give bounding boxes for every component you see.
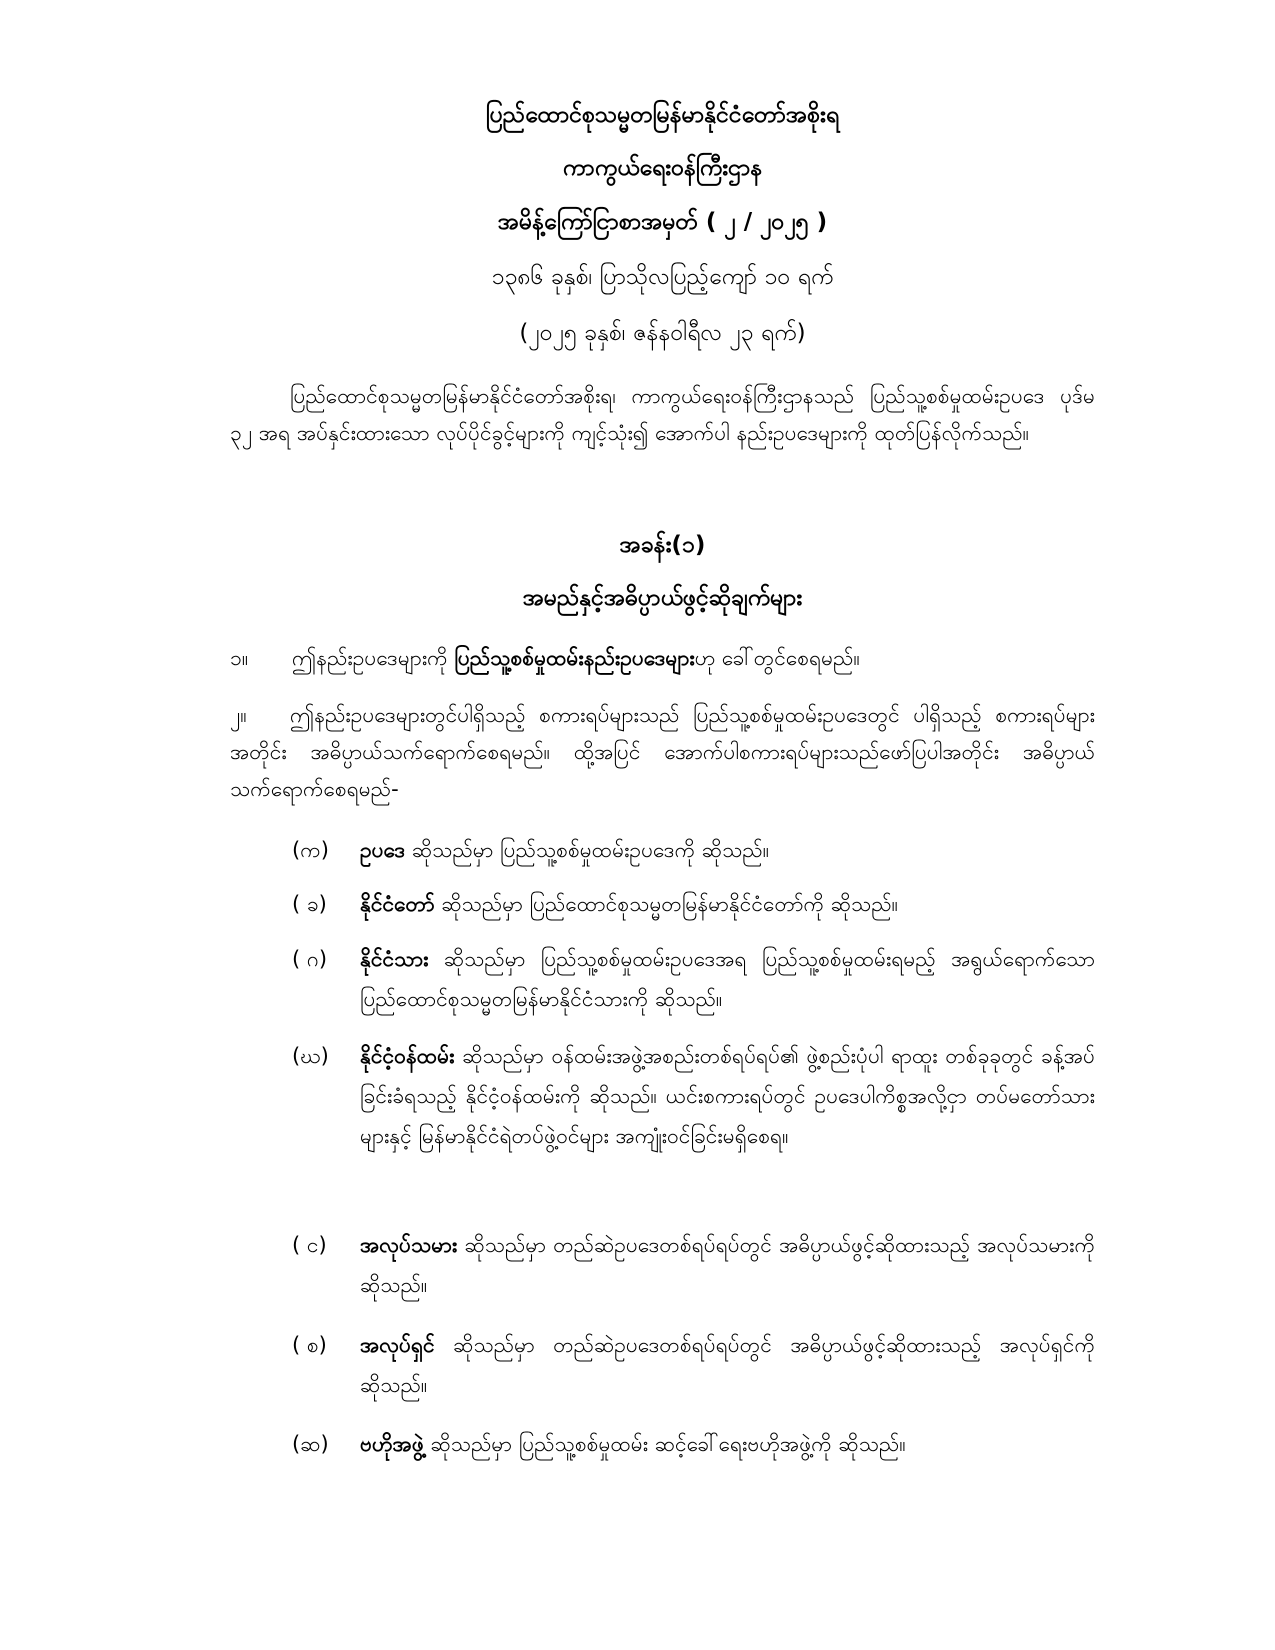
section-1-text-before: ဤနည်းဥပဒေများကို [292,646,455,670]
section-1-text [292,640,1095,677]
preamble-paragraph: ပြည်ထောင်စုသမ္မတမြန်မာနိုင်ငံတော်အစိုးရ၊ ကာကွယ်ရေးဝန်ကြီးဌာနသည် ပြည်သူ့စစ်မှုထမ်းဥပဒေ ပုဒ်မ ၃၂ အရ အပ်နှင်းထားသော လုပ်ပိုင်ခွင့်များကို ကျင့်သုံး၍ အောက်ပါ နည်းဥပဒေများကို ထုတ်ပြန်လိုက်သည်။ [230,384,1095,445]
definition-term: နိုင်ငံ့ဝန်ထမ်း [360,1044,455,1068]
definition-term: နိုင်ငံတော် [360,892,435,916]
definition-marker: (က) [292,838,329,862]
definition-item [360,1036,1095,1156]
definition-term: အလုပ်သမား [360,1233,458,1257]
chapter-title: အမည်နှင့်အဓိပ္ပာယ်ဖွင့်ဆိုချက်များ [522,585,803,611]
definition-term: ဗဟိုအဖွဲ့ [360,1432,424,1456]
definition-text: ဆိုသည်မှာ ပြည်သူ့စစ်မှုထမ်းဥပဒေကို ဆိုသည်။ [405,838,770,862]
definition-text: ဆိုသည်မှာ ပြည်သူ့စစ်မှုထမ်းဥပဒေအရ ပြည်သူ့စစ်မှုထမ်းရမည့် အရွယ်ရောက်သော ပြည်ထောင်စုသမ္မတမြန်မာနိုင်ငံသားကို ဆိုသည်။ [360,947,1095,1011]
header-date-gregorian: (၂၀၂၅ ခုနှစ်၊ ဇန်နဝါရီလ ၂၃ ရက်) [519,320,806,346]
definition-term: အလုပ်ရှင် [360,1333,435,1357]
definition-item [360,884,1095,924]
definition-item [360,1424,1095,1464]
definition-text: ဆိုသည်မှာ တည်ဆဲဥပဒေတစ်ရပ်ရပ်တွင် အဓိပ္ပာယ်ဖွင့်ဆိုထားသည့် အလုပ်သမားကို ဆိုသည်။ [360,1233,1095,1297]
definition-marker: (ဆ) [292,1432,329,1456]
definition-marker: ( ခ) [292,892,327,916]
section-2-number: ၂။ [230,703,247,727]
header-date-myanmar: ၁၃၈၆ ခုနှစ်၊ ပြာသိုလပြည့်ကျော် ၁၀ ရက် [491,264,834,290]
definition-term: ဥပဒေ [360,838,406,862]
header-notification-number: အမိန့်ကြော်ငြာစာအမှတ် ( ၂ / ၂၀၂၅ ) [497,209,828,235]
header-ministry: ကာကွယ်ရေးဝန်ကြီးဌာန [562,155,763,181]
section-2-text: ဤနည်းဥပဒေများတွင်ပါရှိသည့် စကားရပ်များသည် ပြည်သူ့စစ်မှုထမ်းဥပဒေတွင် ပါရှိသည့် စကားရပ်များအတိုင်း အဓိပ္ပာယ်သက်ရောက်စေရမည်။ ထို့အပြင် အောက်ပါစကားရပ်များသည်ဖော်ပြပါအတိုင်း အဓိပ္ပာယ် သက်ရောက်စေရမည်- [230,703,1095,801]
definition-term: နိုင်ငံသား [360,947,429,971]
definition-marker: ( င) [292,1233,327,1257]
section-1-text-after: ဟု ခေါ်တွင်စေရမည်။ [694,646,860,670]
definition-text: ဆိုသည်မှာ ဝန်ထမ်းအဖွဲ့အစည်းတစ်ရပ်ရပ်၏ ဖွဲ့စည်းပုံပါ ရာထူး တစ်ခုခုတွင် ခန့်အပ်ခြင်းခံရသည့် နိုင်ငံ့ဝန်ထမ်းကို ဆိုသည်။ ယင်းစကားရပ်တွင် ဥပဒေပါကိစ္စအလို့ငှာ တပ်မတော်သားများနှင့် မြန်မာနိုင်ငံရဲတပ်ဖွဲ့ဝင်များ အကျုံးဝင်ခြင်းမရှိစေရ။ [360,1044,1095,1148]
definition-text: ဆိုသည်မှာ ပြည်ထောင်စုသမ္မတမြန်မာနိုင်ငံတော်ကို ဆိုသည်။ [434,892,899,916]
definition-item [360,939,1095,1019]
definition-item [360,830,1095,870]
section-1-number: ၁။ [230,646,249,670]
definition-marker: (ဃ) [292,1044,329,1068]
definition-text: ဆိုသည်မှာ တည်ဆဲဥပဒေတစ်ရပ်ရပ်တွင် အဓိပ္ပာယ်ဖွင့်ဆိုထားသည့် အလုပ်ရှင်ကို ဆိုသည်။ [360,1333,1095,1397]
definition-item [360,1325,1095,1405]
definition-item [360,1225,1095,1305]
definition-text: ဆိုသည်မှာ ပြည်သူ့စစ်မှုထမ်း ဆင့်ခေါ်ရေးဗဟိုအဖွဲ့ကို ဆိုသည်။ [423,1432,906,1456]
chapter-number: အခန်း(၁) [619,532,706,558]
section-1-title-term: ပြည်သူ့စစ်မှုထမ်းနည်းဥပဒေများ [454,646,695,670]
definition-marker: ( စ) [292,1333,327,1357]
definition-marker: ( ဂ) [292,947,328,971]
header-government: ပြည်ထောင်စုသမ္မတမြန်မာနိုင်ငံတော်အစိုးရ [485,102,840,128]
